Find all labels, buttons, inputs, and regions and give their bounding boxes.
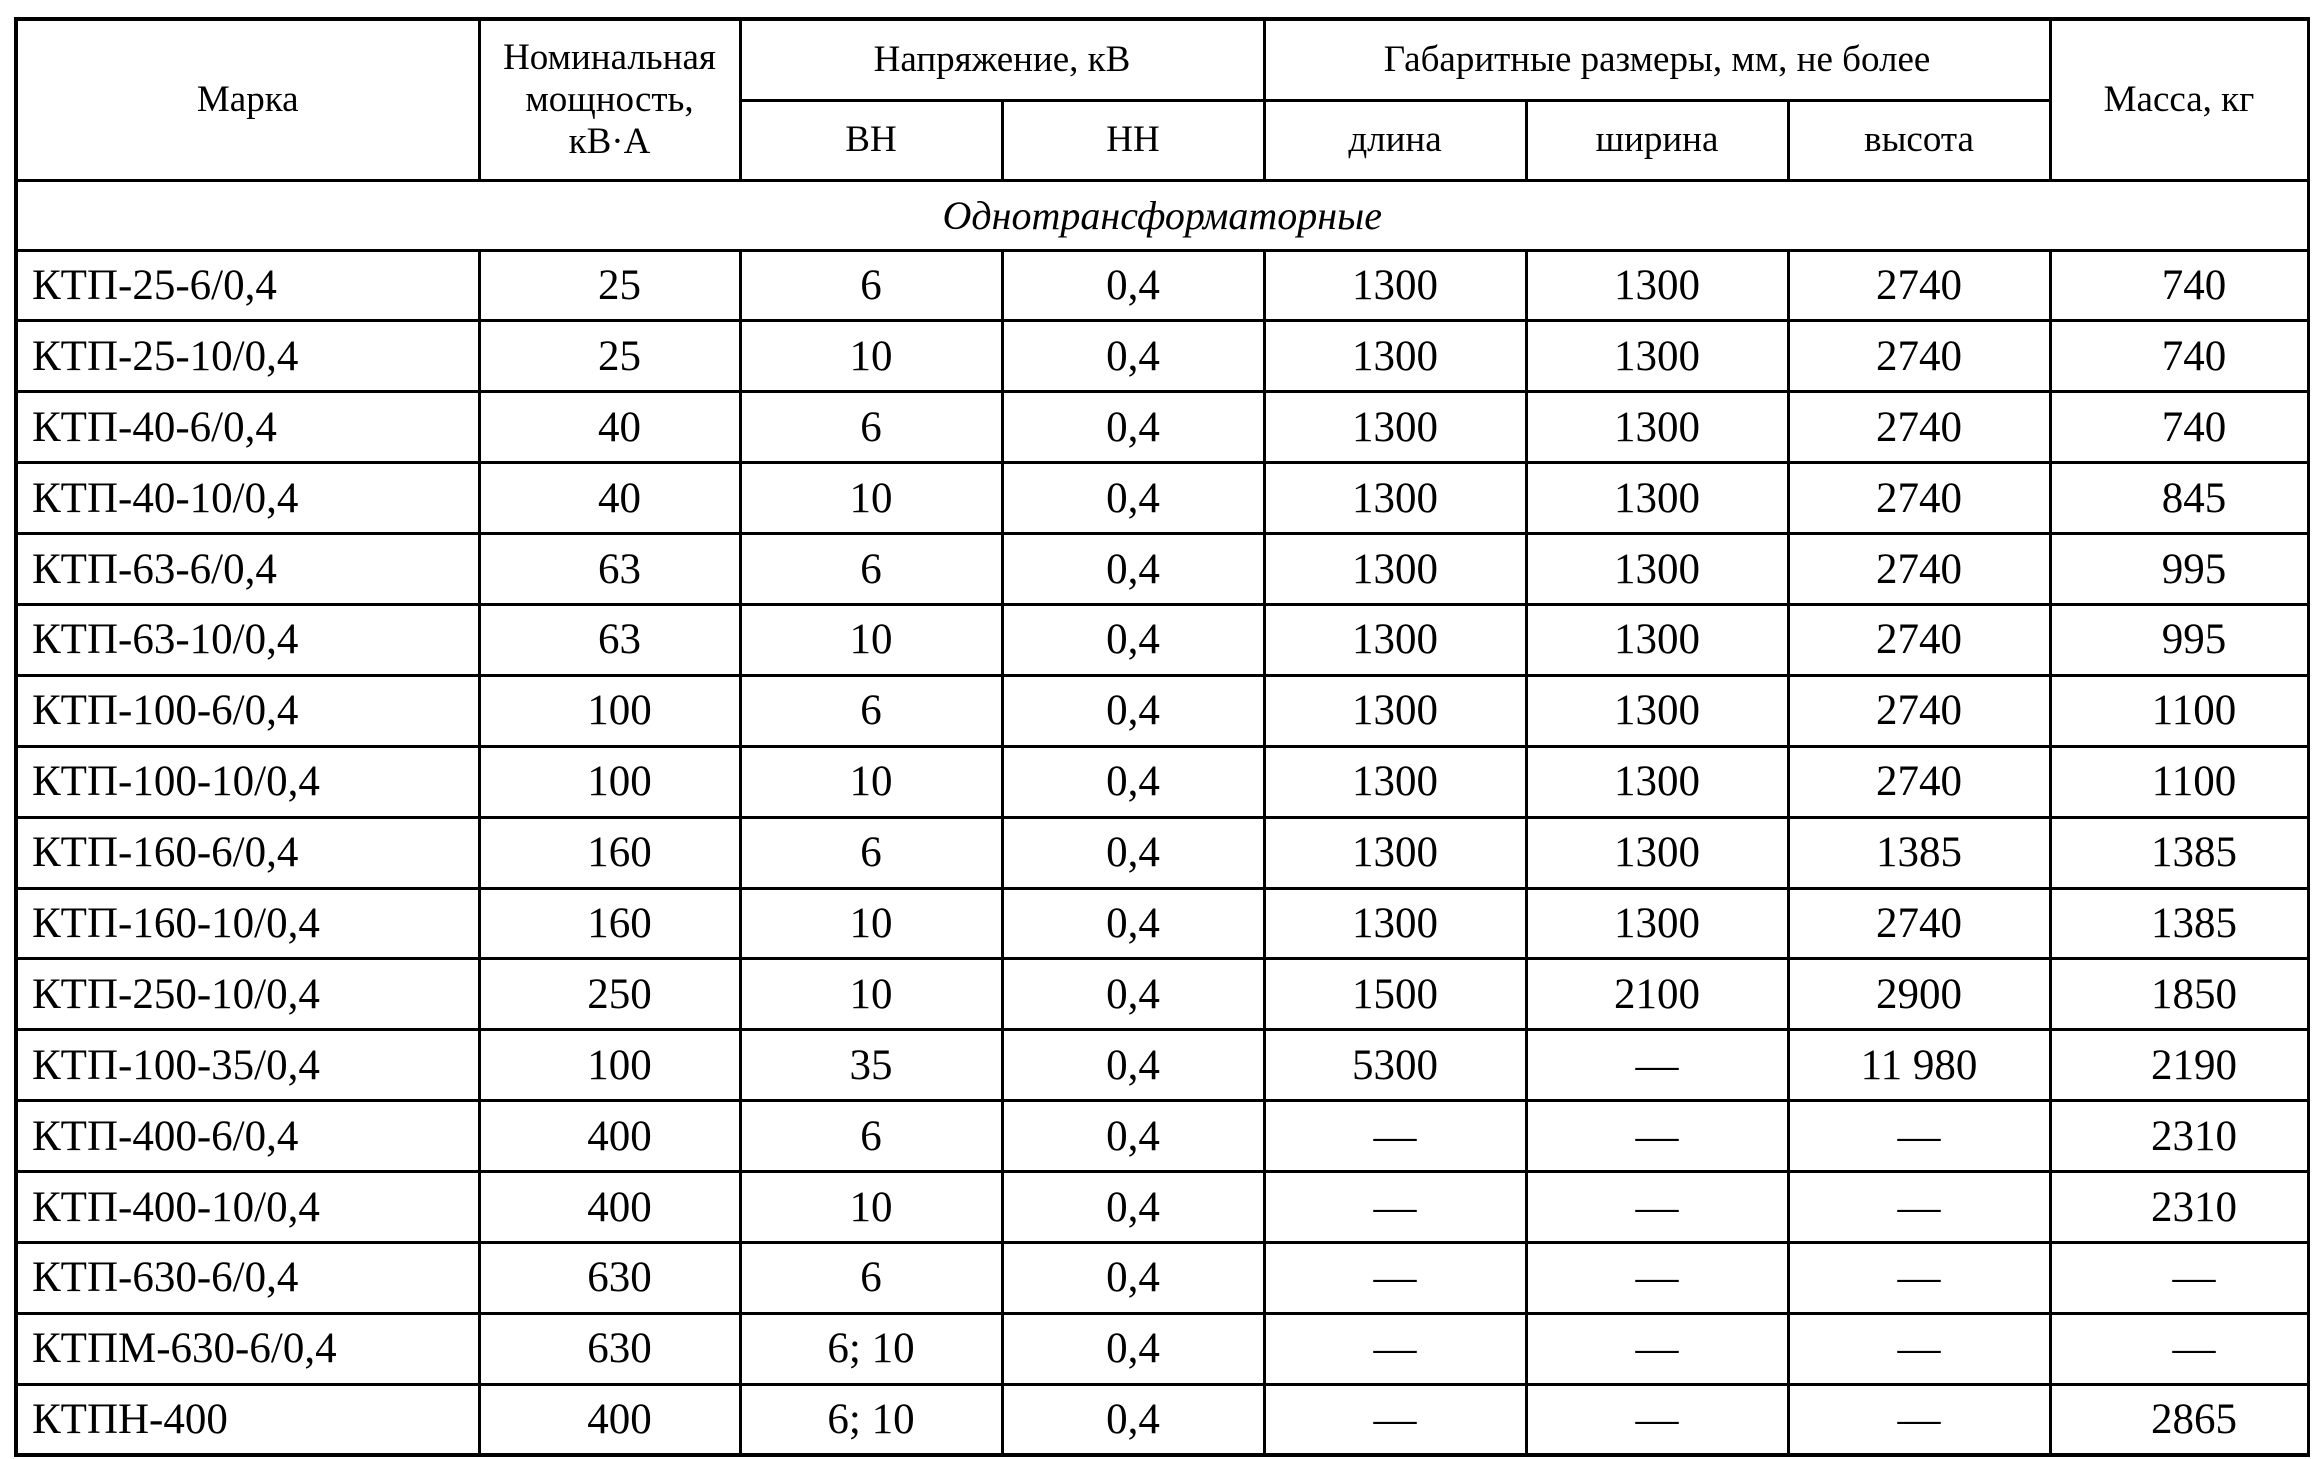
cell-voltage-hv: 10 [740,888,1002,959]
table-row [16,392,2308,463]
cell-voltage-hv: 35 [740,1030,1002,1101]
cell-power: 40 [479,463,740,534]
cell-width: 1300 [1526,250,1788,321]
cell-mark: КТП-160-10/0,4 [16,888,479,959]
section-row [16,180,2308,250]
cell-voltage-hv: 10 [740,1172,1002,1243]
header-voltage-hv: ВН [740,100,1002,180]
table-body [16,180,2308,1455]
cell-length: 1300 [1264,321,1526,392]
cell-mark: КТП-25-10/0,4 [16,321,479,392]
cell-power: 25 [479,250,740,321]
cell-mass: 1100 [2050,746,2308,817]
cell-length: 1300 [1264,604,1526,675]
cell-mass: 2865 [2050,1384,2308,1455]
cell-voltage-lv: 0,4 [1002,1030,1264,1101]
cell-height: 2740 [1788,888,2050,959]
cell-width: 1300 [1526,746,1788,817]
cell-voltage-lv: 0,4 [1002,604,1264,675]
cell-height: — [1788,1172,2050,1243]
cell-height: 2740 [1788,250,2050,321]
cell-height: 2740 [1788,604,2050,675]
cell-voltage-lv: 0,4 [1002,1313,1264,1384]
cell-height: 2740 [1788,392,2050,463]
cell-voltage-lv: 0,4 [1002,463,1264,534]
cell-mark: КТПН-400 [16,1384,479,1455]
cell-voltage-hv: 10 [740,463,1002,534]
cell-power: 100 [479,1030,740,1101]
table-row [16,463,2308,534]
cell-length: 1300 [1264,675,1526,746]
cell-mark: КТП-40-10/0,4 [16,463,479,534]
cell-voltage-lv: 0,4 [1002,1384,1264,1455]
cell-power: 100 [479,746,740,817]
cell-voltage-hv: 10 [740,746,1002,817]
cell-height: 2740 [1788,746,2050,817]
cell-voltage-lv: 0,4 [1002,392,1264,463]
cell-voltage-hv: 6 [740,1101,1002,1172]
cell-height: 2740 [1788,321,2050,392]
cell-mass: 845 [2050,463,2308,534]
cell-width: — [1526,1101,1788,1172]
cell-voltage-lv: 0,4 [1002,321,1264,392]
cell-voltage-lv: 0,4 [1002,817,1264,888]
header-mass: Масса, кг [2050,19,2308,180]
cell-width: 1300 [1526,534,1788,605]
header-width: ширина [1526,100,1788,180]
cell-mass: 995 [2050,604,2308,675]
section-title: Однотрансформаторные [16,180,2308,250]
cell-mass: 1385 [2050,817,2308,888]
cell-voltage-hv: 6; 10 [740,1313,1002,1384]
cell-voltage-lv: 0,4 [1002,534,1264,605]
cell-power: 630 [479,1313,740,1384]
cell-width: 1300 [1526,463,1788,534]
cell-mass: 740 [2050,250,2308,321]
cell-mass: 2310 [2050,1172,2308,1243]
header-dimensions: Габаритные размеры, мм, не более [1264,19,2050,100]
cell-length: — [1264,1384,1526,1455]
cell-length: 5300 [1264,1030,1526,1101]
table-row [16,817,2308,888]
cell-power: 63 [479,534,740,605]
table-row [16,675,2308,746]
cell-power: 25 [479,321,740,392]
cell-power: 160 [479,888,740,959]
header-voltage-lv: НН [1002,100,1264,180]
cell-voltage-lv: 0,4 [1002,1172,1264,1243]
cell-voltage-hv: 10 [740,959,1002,1030]
cell-height: — [1788,1384,2050,1455]
cell-mass: 2310 [2050,1101,2308,1172]
cell-mass: 740 [2050,321,2308,392]
cell-width: 1300 [1526,392,1788,463]
cell-voltage-hv: 6 [740,1242,1002,1313]
cell-voltage-hv: 6 [740,392,1002,463]
cell-mark: КТП-40-6/0,4 [16,392,479,463]
cell-length: 1300 [1264,534,1526,605]
table-row [16,1384,2308,1455]
header-power: Номинальная мощность, кВ·А [479,19,740,180]
cell-height: 11 980 [1788,1030,2050,1101]
cell-mark: КТП-25-6/0,4 [16,250,479,321]
cell-mark: КТП-100-10/0,4 [16,746,479,817]
table-row [16,1030,2308,1101]
cell-mark: КТП-400-6/0,4 [16,1101,479,1172]
cell-power: 250 [479,959,740,1030]
cell-voltage-lv: 0,4 [1002,250,1264,321]
cell-length: — [1264,1172,1526,1243]
cell-width: 1300 [1526,321,1788,392]
table-row [16,1242,2308,1313]
cell-mark: КТП-100-35/0,4 [16,1030,479,1101]
cell-width: — [1526,1172,1788,1243]
cell-mass: 995 [2050,534,2308,605]
cell-voltage-hv: 10 [740,604,1002,675]
table-row [16,1172,2308,1243]
cell-mass: 1385 [2050,888,2308,959]
cell-voltage-hv: 6; 10 [740,1384,1002,1455]
cell-height: 2740 [1788,463,2050,534]
cell-width: 1300 [1526,675,1788,746]
table-row [16,1101,2308,1172]
cell-width: — [1526,1242,1788,1313]
cell-mark: КТП-400-10/0,4 [16,1172,479,1243]
cell-width: 1300 [1526,604,1788,675]
cell-height: 2740 [1788,675,2050,746]
cell-mass: — [2050,1242,2308,1313]
cell-length: — [1264,1313,1526,1384]
table-row [16,604,2308,675]
cell-height: — [1788,1313,2050,1384]
cell-power: 400 [479,1101,740,1172]
cell-mark: КТП-63-10/0,4 [16,604,479,675]
cell-mark: КТП-100-6/0,4 [16,675,479,746]
cell-width: 1300 [1526,817,1788,888]
cell-voltage-hv: 6 [740,817,1002,888]
table-header [16,19,2308,180]
cell-voltage-lv: 0,4 [1002,959,1264,1030]
cell-power: 400 [479,1384,740,1455]
cell-width: 1300 [1526,888,1788,959]
cell-width: — [1526,1313,1788,1384]
cell-power: 630 [479,1242,740,1313]
cell-voltage-lv: 0,4 [1002,1242,1264,1313]
cell-length: 1500 [1264,959,1526,1030]
cell-length: — [1264,1101,1526,1172]
header-length: длина [1264,100,1526,180]
cell-voltage-hv: 10 [740,321,1002,392]
cell-voltage-lv: 0,4 [1002,888,1264,959]
cell-power: 100 [479,675,740,746]
cell-width: — [1526,1384,1788,1455]
cell-height: — [1788,1242,2050,1313]
cell-mark: КТП-160-6/0,4 [16,817,479,888]
cell-height: 1385 [1788,817,2050,888]
cell-mark: КТП-250-10/0,4 [16,959,479,1030]
cell-length: 1300 [1264,817,1526,888]
cell-mass: 1100 [2050,675,2308,746]
cell-length: 1300 [1264,746,1526,817]
header-row-top [16,19,2308,100]
cell-mass: 1850 [2050,959,2308,1030]
cell-height: 2900 [1788,959,2050,1030]
table-row [16,1313,2308,1384]
table-row [16,534,2308,605]
cell-mark: КТП-630-6/0,4 [16,1242,479,1313]
table-row [16,321,2308,392]
cell-voltage-lv: 0,4 [1002,1101,1264,1172]
cell-mark: КТПМ-630-6/0,4 [16,1313,479,1384]
cell-voltage-hv: 6 [740,250,1002,321]
header-voltage: Напряжение, кВ [740,19,1264,100]
cell-mass: 740 [2050,392,2308,463]
cell-voltage-lv: 0,4 [1002,675,1264,746]
cell-mass: 2190 [2050,1030,2308,1101]
cell-power: 160 [479,817,740,888]
cell-length: 1300 [1264,888,1526,959]
cell-height: 2740 [1788,534,2050,605]
table-row [16,959,2308,1030]
cell-power: 400 [479,1172,740,1243]
cell-length: 1300 [1264,250,1526,321]
cell-width: — [1526,1030,1788,1101]
cell-length: 1300 [1264,392,1526,463]
transformer-spec-table [14,17,2310,1457]
table-row [16,250,2308,321]
cell-length: 1300 [1264,463,1526,534]
cell-mass: — [2050,1313,2308,1384]
header-mark: Марка [16,19,479,180]
cell-power: 40 [479,392,740,463]
cell-voltage-hv: 6 [740,675,1002,746]
cell-power: 63 [479,604,740,675]
header-height: высота [1788,100,2050,180]
table-row [16,888,2308,959]
cell-height: — [1788,1101,2050,1172]
cell-mark: КТП-63-6/0,4 [16,534,479,605]
table-row [16,746,2308,817]
cell-length: — [1264,1242,1526,1313]
cell-width: 2100 [1526,959,1788,1030]
cell-voltage-lv: 0,4 [1002,746,1264,817]
cell-voltage-hv: 6 [740,534,1002,605]
